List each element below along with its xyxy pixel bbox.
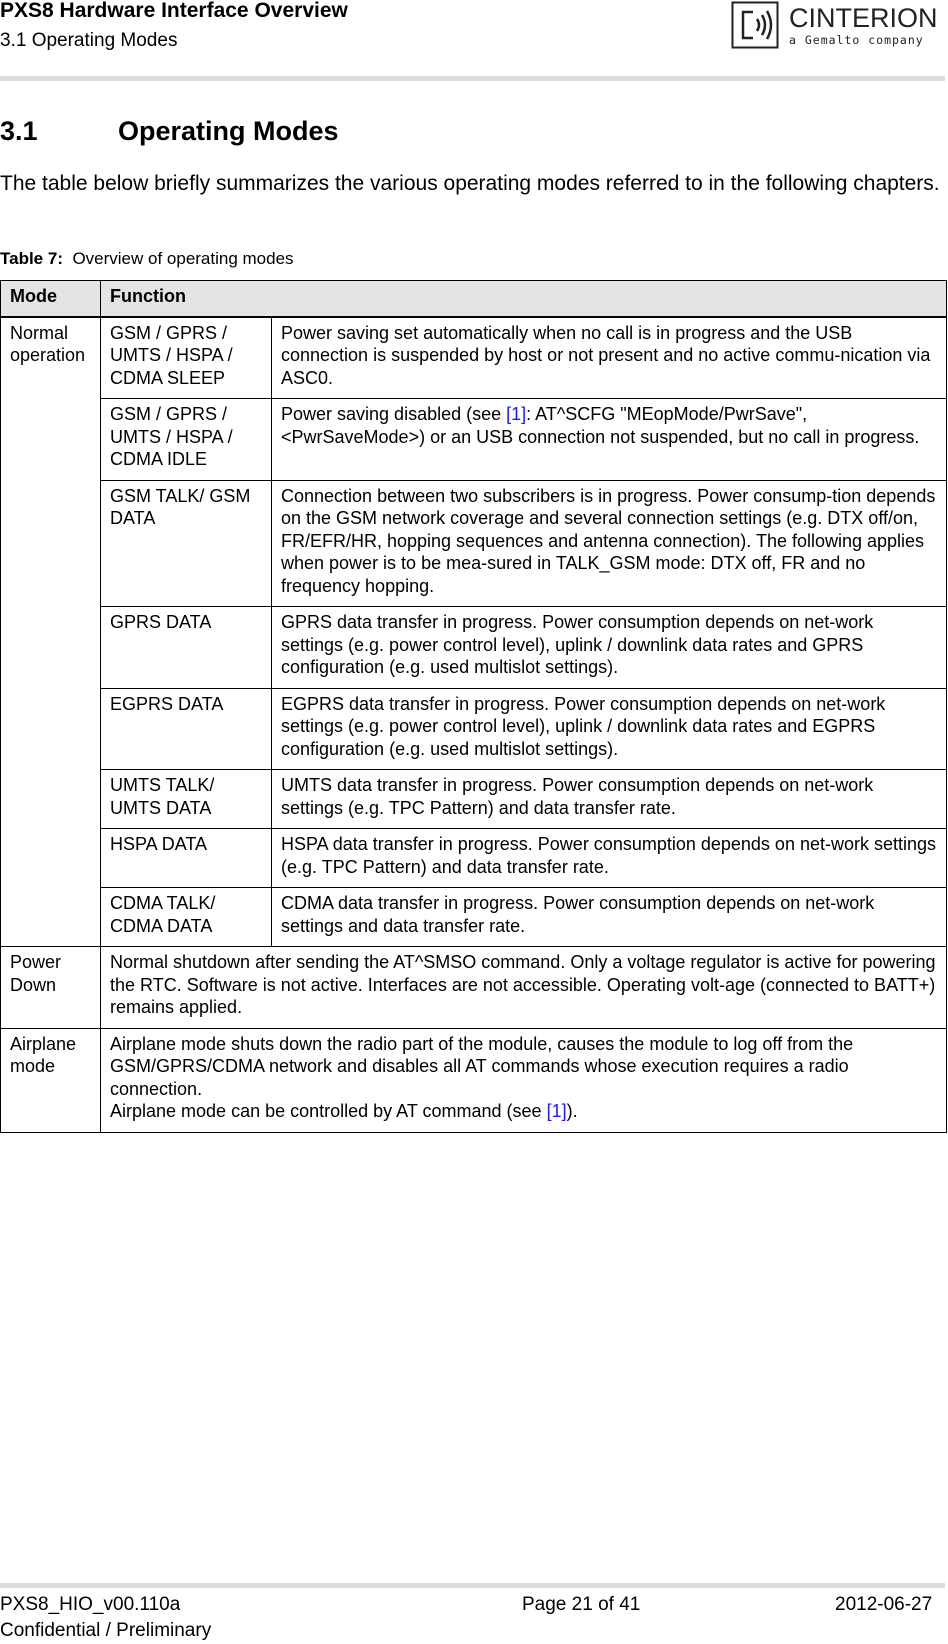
reference-link[interactable]: [1]: [506, 404, 527, 424]
table-row: [1, 947, 947, 1029]
function-text: : AT^SCFG "MEopMode/PwrSave",<PwrSaveMode>) or an USB connection not suspended, but no call in progress.: [281, 404, 920, 447]
submode-cell: GPRS DATA: [101, 607, 272, 689]
submode-cell: GSM TALK/ GSM DATA: [101, 480, 272, 607]
table-row: [1, 888, 947, 947]
table-row: [1, 399, 947, 481]
function-cell: [101, 1028, 947, 1132]
table-row: [1, 688, 947, 770]
footer-left: [0, 1592, 211, 1644]
section-title: Operating Modes: [118, 116, 339, 146]
submode-cell: GSM / GPRS / UMTS / HSPA / CDMA IDLE: [101, 399, 272, 481]
header-function: Function: [101, 281, 947, 317]
function-cell: Normal shutdown after sending the AT^SMSO command. Only a voltage regulator is active for powering the RTC. Software is not active. Interfaces are not accessible. Operating volt-age (connected to BATT+) remains applied.: [101, 947, 947, 1029]
logo-tagline: a Gemalto company: [789, 33, 924, 47]
table-row: [1, 317, 947, 399]
function-text: Power saving disabled (see: [281, 404, 507, 424]
operating-modes-table: [0, 280, 947, 1133]
function-cell: CDMA data transfer in progress. Power consumption depends on net-work settings and data transfer rate.: [272, 888, 947, 947]
submode-cell: CDMA TALK/ CDMA DATA: [101, 888, 272, 947]
function-cell: EGPRS data transfer in progress. Power consumption depends on net-work settings (e.g. power control level), uplink / downlink data rates and EGPRS configuration (e.g. used multislot settings).: [272, 688, 947, 770]
function-cell: [272, 399, 947, 481]
footer-classification: Confidential / Preliminary: [0, 1620, 212, 1641]
function-cell: Power saving set automatically when no call is in progress and the USB connection is suspended by host or not present and no active commu-nication via ASC0.: [272, 317, 947, 399]
function-cell: UMTS data transfer in progress. Power consumption depends on net-work settings (e.g. TPC Pattern) and data transfer rate.: [272, 770, 947, 829]
table-row: [1, 829, 947, 888]
function-text: ).: [566, 1101, 578, 1121]
mode-cell-normal-operation: Normal operation: [1, 317, 101, 947]
footer-divider: [0, 1583, 945, 1588]
intro-paragraph: The table below briefly summarizes the various operating modes referred to in the following chapters.: [0, 172, 940, 195]
function-text: Airplane mode can be controlled by AT command (see: [110, 1101, 547, 1121]
submode-cell: EGPRS DATA: [101, 688, 272, 770]
table-header-row: [1, 281, 947, 317]
document-title: PXS8 Hardware Interface Overview: [0, 0, 348, 22]
logo-wordmark: CINTERION: [789, 3, 938, 33]
reference-link[interactable]: [1]: [546, 1101, 567, 1121]
table-row: [1, 480, 947, 607]
footer-page-number: Page 21 of 41: [522, 1594, 641, 1615]
function-cell: GPRS data transfer in progress. Power consumption depends on net-work settings (e.g. power control level), uplink / downlink data rates and GPRS configuration (e.g. used multislot settings).: [272, 607, 947, 689]
table-row: [1, 770, 947, 829]
cinterion-logo-icon: [731, 1, 779, 49]
company-logo: [731, 0, 943, 52]
footer-doc-id: PXS8_HIO_v00.110a: [0, 1594, 181, 1615]
function-cell: Connection between two subscribers is in progress. Power consump-tion depends on the GSM network coverage and several connection settings (e.g. DTX off/on, FR/EFR/HR, hopping sequences and antenna connection). The following applies when power is to be mea-sured in TALK_GSM mode: DTX off, FR and no frequency hopping.: [272, 480, 947, 607]
function-text: Airplane mode shuts down the radio part of the module, causes the module to log off from the GSM/GPRS/CDMA network and disables all AT commands whose execution requires a radio connection.: [110, 1033, 854, 1099]
function-cell: HSPA data transfer in progress. Power consumption depends on net-work settings (e.g. TPC Pattern) and data transfer rate.: [272, 829, 947, 888]
table-caption-text: Overview of operating modes: [72, 249, 294, 268]
function-text-line2: [110, 1100, 938, 1123]
table-row: [1, 607, 947, 689]
section-heading: [0, 115, 339, 147]
section-number: 3.1: [0, 116, 38, 146]
header-divider: [0, 76, 945, 81]
submode-cell: UMTS TALK/ UMTS DATA: [101, 770, 272, 829]
table-caption-label: Table 7:: [0, 249, 63, 268]
table-row: [1, 1028, 947, 1132]
mode-cell-power-down: Power Down: [1, 947, 101, 1029]
submode-cell: GSM / GPRS / UMTS / HSPA / CDMA SLEEP: [101, 317, 272, 399]
table-caption: [0, 249, 294, 269]
submode-cell: HSPA DATA: [101, 829, 272, 888]
footer-date: 2012-06-27: [835, 1594, 933, 1615]
document-section-subtitle: 3.1 Operating Modes: [0, 30, 178, 51]
mode-cell-airplane: Airplane mode: [1, 1028, 101, 1132]
header-mode: Mode: [1, 281, 101, 317]
